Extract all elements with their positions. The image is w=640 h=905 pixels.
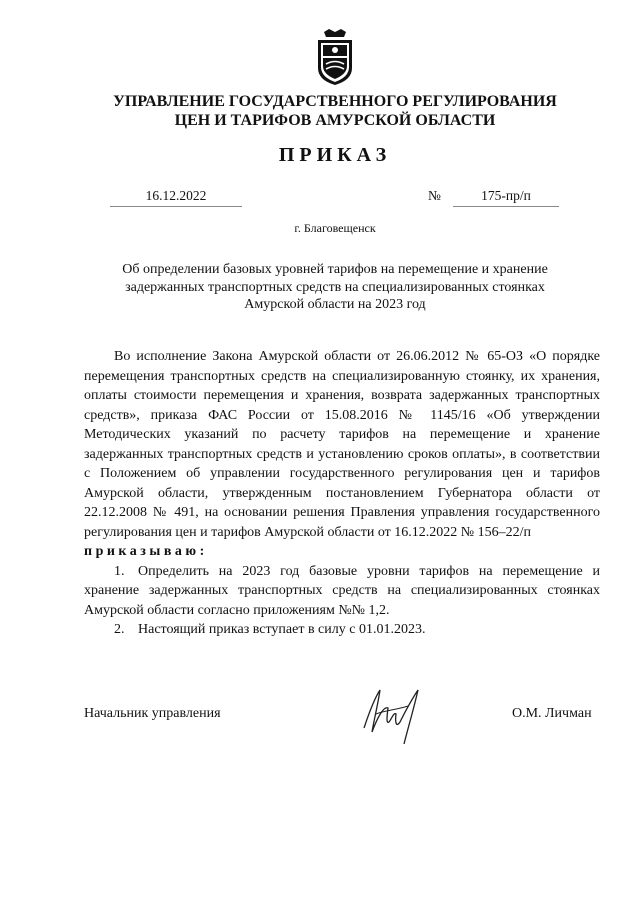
subject-line-2: задержанных транспортных средств на специализированных стоянках [125, 279, 545, 295]
order-date: 16.12.2022 [110, 188, 242, 207]
number-sign: № [428, 188, 441, 203]
handwritten-signature [356, 684, 436, 746]
order-item [84, 620, 600, 640]
preamble-paragraph: Во исполнение Закона Амурской области от 26.06.2012 № 65-ОЗ «О порядке перемещения транспортных средств на специализированную стоянку, их хранения, оплаты стоимости перемещения и хранения, возврата задержанных транспортных средств», приказа ФАС России от 15.08.2016 № 1145/16 «Об утверждении Методических указаний по расчету тарифов на перемещение и хранение задержанных транспортных средств и установлению сроков оплаты», в соответствии с Положением об управлении государственного регулирования цен и тарифов Амурской области, утвержденным постановлением Губернатора области от 22.12.2008 № 491, на основании решения Правления управления государственного регулирования цен и тарифов Амурской области от 16.12.2022 № 156–22/п [84, 349, 600, 540]
coat-of-arms-emblem [314, 28, 356, 86]
order-body [84, 347, 600, 640]
item-number: 2. [114, 622, 125, 637]
order-subject [40, 261, 630, 314]
subject-line-3: Амурской области на 2023 год [244, 297, 426, 312]
document-type-title: ПРИКАЗ [278, 144, 392, 166]
item-text: Настоящий приказ вступает в силу с 01.01.2023. [138, 622, 426, 637]
item-number: 1. [114, 563, 125, 579]
organization-name [40, 92, 630, 130]
order-item [84, 562, 600, 621]
order-number: 175-пр/п [453, 188, 559, 207]
city: г. Благовещенск [294, 221, 376, 235]
item-text: Определить на 2023 год базовые уровни тарифов на перемещение и хранение задержанных транспортных средств на специализированных стоянках Амурской области согласно приложениям №№ 1,2. [84, 563, 600, 618]
organization-name-line-1: УПРАВЛЕНИЕ ГОСУДАРСТВЕННОГО РЕГУЛИРОВАНИЯ [113, 93, 557, 110]
subject-line-1: Об определении базовых уровней тарифов на перемещение и хранение [122, 262, 548, 277]
signatory-name: О.М. Личман [512, 706, 592, 721]
signatory-title: Начальник управления [84, 706, 221, 721]
organization-name-line-2: ЦЕН И ТАРИФОВ АМУРСКОЙ ОБЛАСТИ [174, 112, 496, 129]
order-items [84, 562, 600, 640]
command-word: приказываю: [84, 544, 208, 559]
